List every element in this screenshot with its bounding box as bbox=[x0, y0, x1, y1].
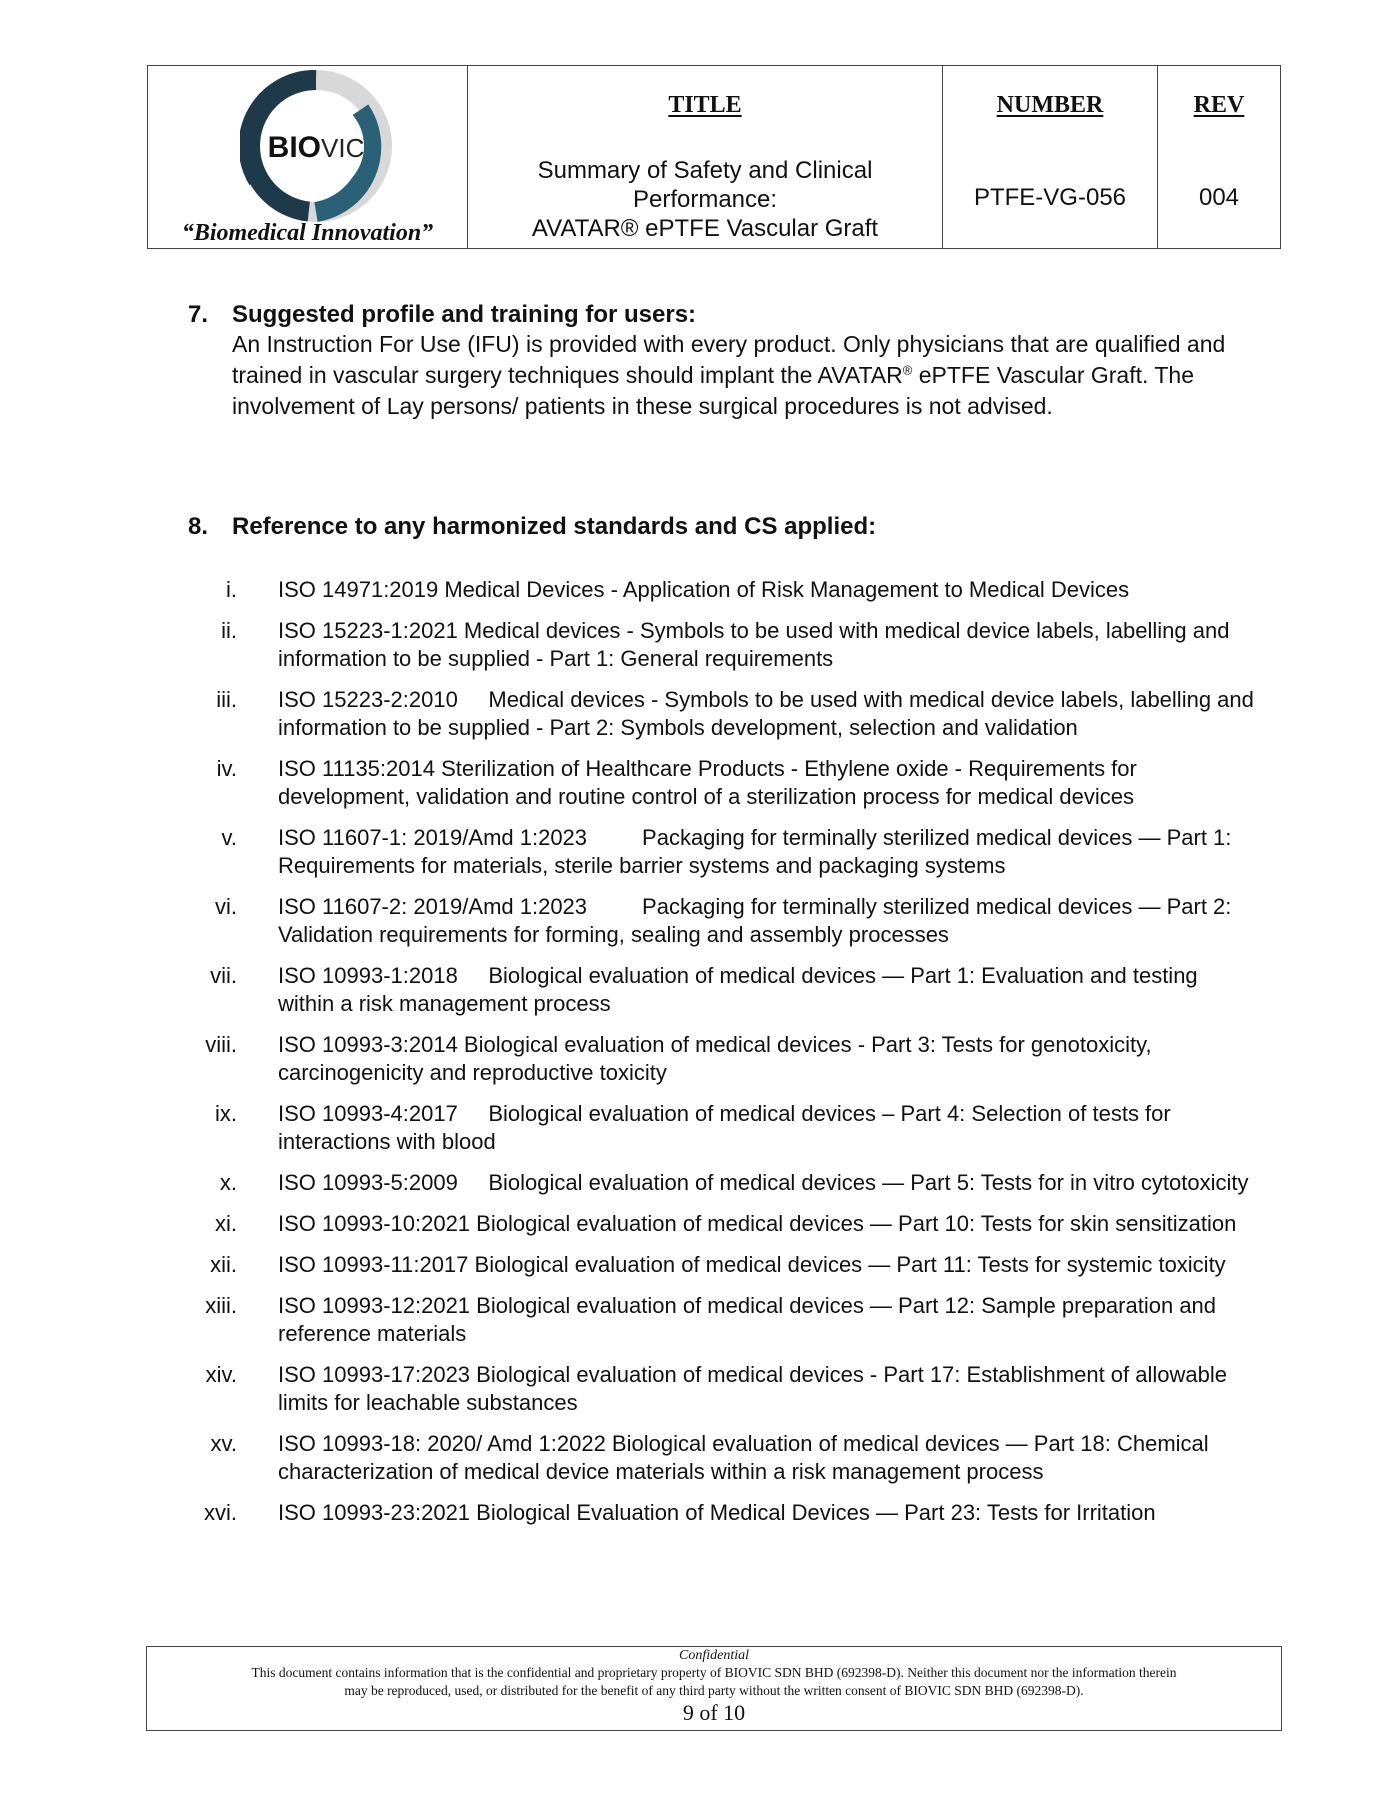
title-line-3: AVATAR® ePTFE Vascular Graft bbox=[531, 215, 879, 242]
svg-text:BIOVIC: BIOVIC bbox=[267, 131, 365, 164]
document-header-table bbox=[147, 65, 1281, 249]
standards-list bbox=[190, 576, 1270, 1540]
standard-text: ISO 10993-23:2021 Biological Evaluation of Medical Devices — Part 23: Tests for Irritation bbox=[278, 1500, 1156, 1525]
rev-label: REV bbox=[1193, 92, 1245, 118]
document-title bbox=[468, 156, 942, 243]
title-label: TITLE bbox=[668, 92, 742, 118]
standard-text: ISO 10993-18: 2020/ Amd 1:2022 Biological evaluation of medical devices — Part 18: Chemical characterization of medical device materials within a risk management process bbox=[278, 1431, 1215, 1484]
standard-text: ISO 11607-1: 2019/Amd 1:2023 Packaging for terminally sterilized medical devices — Part 1: Requirements for materials, sterile barrier systems and packaging systems bbox=[278, 825, 1238, 878]
standard-text: ISO 11607-2: 2019/Amd 1:2023 Packaging for terminally sterilized medical devices — Part 2: Validation requirements for forming, sealing and assembly processes bbox=[278, 894, 1238, 947]
section-8-heading bbox=[188, 513, 1268, 541]
standard-text: ISO 10993-4:2017 Biological evaluation of medical devices – Part 4: Selection of tests for interactions with blood bbox=[278, 1101, 1177, 1154]
list-item bbox=[190, 1210, 1270, 1238]
list-numeral: xii. bbox=[210, 1252, 237, 1277]
list-item bbox=[190, 962, 1270, 1018]
list-numeral: xi. bbox=[215, 1211, 237, 1236]
standard-text: ISO 10993-3:2014 Biological evaluation of medical devices - Part 3: Tests for genotoxicity, carcinogenicity and reproductive toxicity bbox=[278, 1032, 1158, 1085]
list-item bbox=[190, 576, 1270, 604]
list-numeral: xiv. bbox=[205, 1362, 237, 1387]
standard-text: ISO 10993-12:2021 Biological evaluation of medical devices — Part 12: Sample preparation and reference materials bbox=[278, 1293, 1223, 1346]
list-item bbox=[190, 1292, 1270, 1348]
list-numeral: viii. bbox=[205, 1032, 237, 1057]
section-number: 7. bbox=[188, 301, 209, 328]
section-title: Suggested profile and training for users: bbox=[232, 301, 697, 328]
notice-line-1: This document contains information that is the confidential and proprietary property of BIOVIC SDN BHD (692398-D). Neither this document nor the information therein bbox=[251, 1665, 1177, 1680]
number-cell bbox=[943, 66, 1158, 248]
revision-number: 004 bbox=[1198, 184, 1240, 211]
title-line-2: Performance: bbox=[632, 186, 778, 213]
standard-text: ISO 10993-17:2023 Biological evaluation of medical devices - Part 17: Establishment of allowable limits for leachable substances bbox=[278, 1362, 1234, 1415]
logo-cell bbox=[148, 66, 468, 248]
biovic-logo-icon bbox=[240, 70, 392, 222]
title-line-1: Summary of Safety and Clinical bbox=[537, 157, 873, 184]
list-numeral: xiii. bbox=[205, 1293, 237, 1318]
list-numeral: i. bbox=[226, 577, 237, 602]
standard-text: ISO 10993-11:2017 Biological evaluation of medical devices — Part 11: Tests for systemic toxicity bbox=[278, 1252, 1226, 1277]
list-numeral: x. bbox=[219, 1170, 237, 1195]
list-numeral: ix. bbox=[215, 1101, 237, 1126]
list-item bbox=[190, 1361, 1270, 1417]
document-number: PTFE-VG-056 bbox=[973, 184, 1127, 211]
standard-text: ISO 10993-1:2018 Biological evaluation of medical devices — Part 1: Evaluation and testing within a risk management process bbox=[278, 963, 1204, 1016]
registered-mark: ® bbox=[902, 362, 913, 378]
section-7 bbox=[188, 301, 1268, 422]
list-item bbox=[190, 617, 1270, 673]
section-number: 8. bbox=[188, 513, 209, 540]
list-item bbox=[190, 1100, 1270, 1156]
standard-text: ISO 10993-5:2009 Biological evaluation of medical devices — Part 5: Tests for in vitro cytotoxicity bbox=[278, 1170, 1249, 1195]
list-item bbox=[190, 686, 1270, 742]
standard-text: ISO 10993-10:2021 Biological evaluation of medical devices — Part 10: Tests for skin sensitization bbox=[278, 1211, 1237, 1236]
standard-text: ISO 15223-2:2010 Medical devices - Symbols to be used with medical device labels, labelling and information to be supplied - Part 2: Symbols development, selection and validation bbox=[278, 687, 1260, 740]
list-item bbox=[190, 893, 1270, 949]
list-numeral: v. bbox=[221, 825, 237, 850]
section-title: Reference to any harmonized standards and CS applied: bbox=[232, 513, 877, 540]
confidential-label: Confidential bbox=[679, 1648, 749, 1663]
section-7-body bbox=[232, 329, 1268, 422]
list-numeral: vi. bbox=[215, 894, 237, 919]
confidentiality-footer bbox=[146, 1646, 1282, 1731]
body-text: ePTFE Vascular Graft. The involvement of Lay persons/ patients in these surgical procedures is not advised. bbox=[232, 362, 1194, 419]
notice-line-2: may be reproduced, used, or distributed for the benefit of any third party without the written consent of BIOVIC SDN BHD (692398-D). bbox=[344, 1683, 1084, 1698]
list-item bbox=[190, 1031, 1270, 1087]
logo-tagline: “Biomedical Innovation” bbox=[181, 220, 434, 246]
list-numeral: xvi. bbox=[204, 1500, 237, 1525]
section-7-heading bbox=[188, 301, 1268, 329]
standard-text: ISO 11135:2014 Sterilization of Healthcare Products - Ethylene oxide - Requirements for development, validation and routine control of a sterilization process for medical devices bbox=[278, 756, 1143, 809]
list-item bbox=[190, 1169, 1270, 1197]
list-item bbox=[190, 755, 1270, 811]
list-item bbox=[190, 1251, 1270, 1279]
list-numeral: ii. bbox=[221, 618, 237, 643]
list-item bbox=[190, 1499, 1270, 1527]
standard-text: ISO 14971:2019 Medical Devices - Application of Risk Management to Medical Devices bbox=[278, 577, 1130, 602]
body-text: An Instruction For Use (IFU) is provided with every product. Only physicians that are qualified and trained in vascular surgery techniques should implant the AVATAR bbox=[232, 331, 1226, 388]
list-numeral: vii. bbox=[210, 963, 237, 988]
title-cell bbox=[468, 66, 943, 248]
number-label: NUMBER bbox=[996, 92, 1104, 118]
rev-cell bbox=[1158, 66, 1280, 248]
list-numeral: xv. bbox=[210, 1431, 237, 1456]
list-item bbox=[190, 824, 1270, 880]
standard-text: ISO 15223-1:2021 Medical devices - Symbols to be used with medical device labels, labelling and information to be supplied - Part 1: General requirements bbox=[278, 618, 1236, 671]
list-item bbox=[190, 1430, 1270, 1486]
list-numeral: iii. bbox=[216, 687, 237, 712]
confidentiality-notice bbox=[147, 1664, 1281, 1700]
section-8 bbox=[188, 513, 1268, 541]
page-number: 9 of 10 bbox=[682, 1700, 746, 1725]
list-numeral: iv. bbox=[216, 756, 237, 781]
